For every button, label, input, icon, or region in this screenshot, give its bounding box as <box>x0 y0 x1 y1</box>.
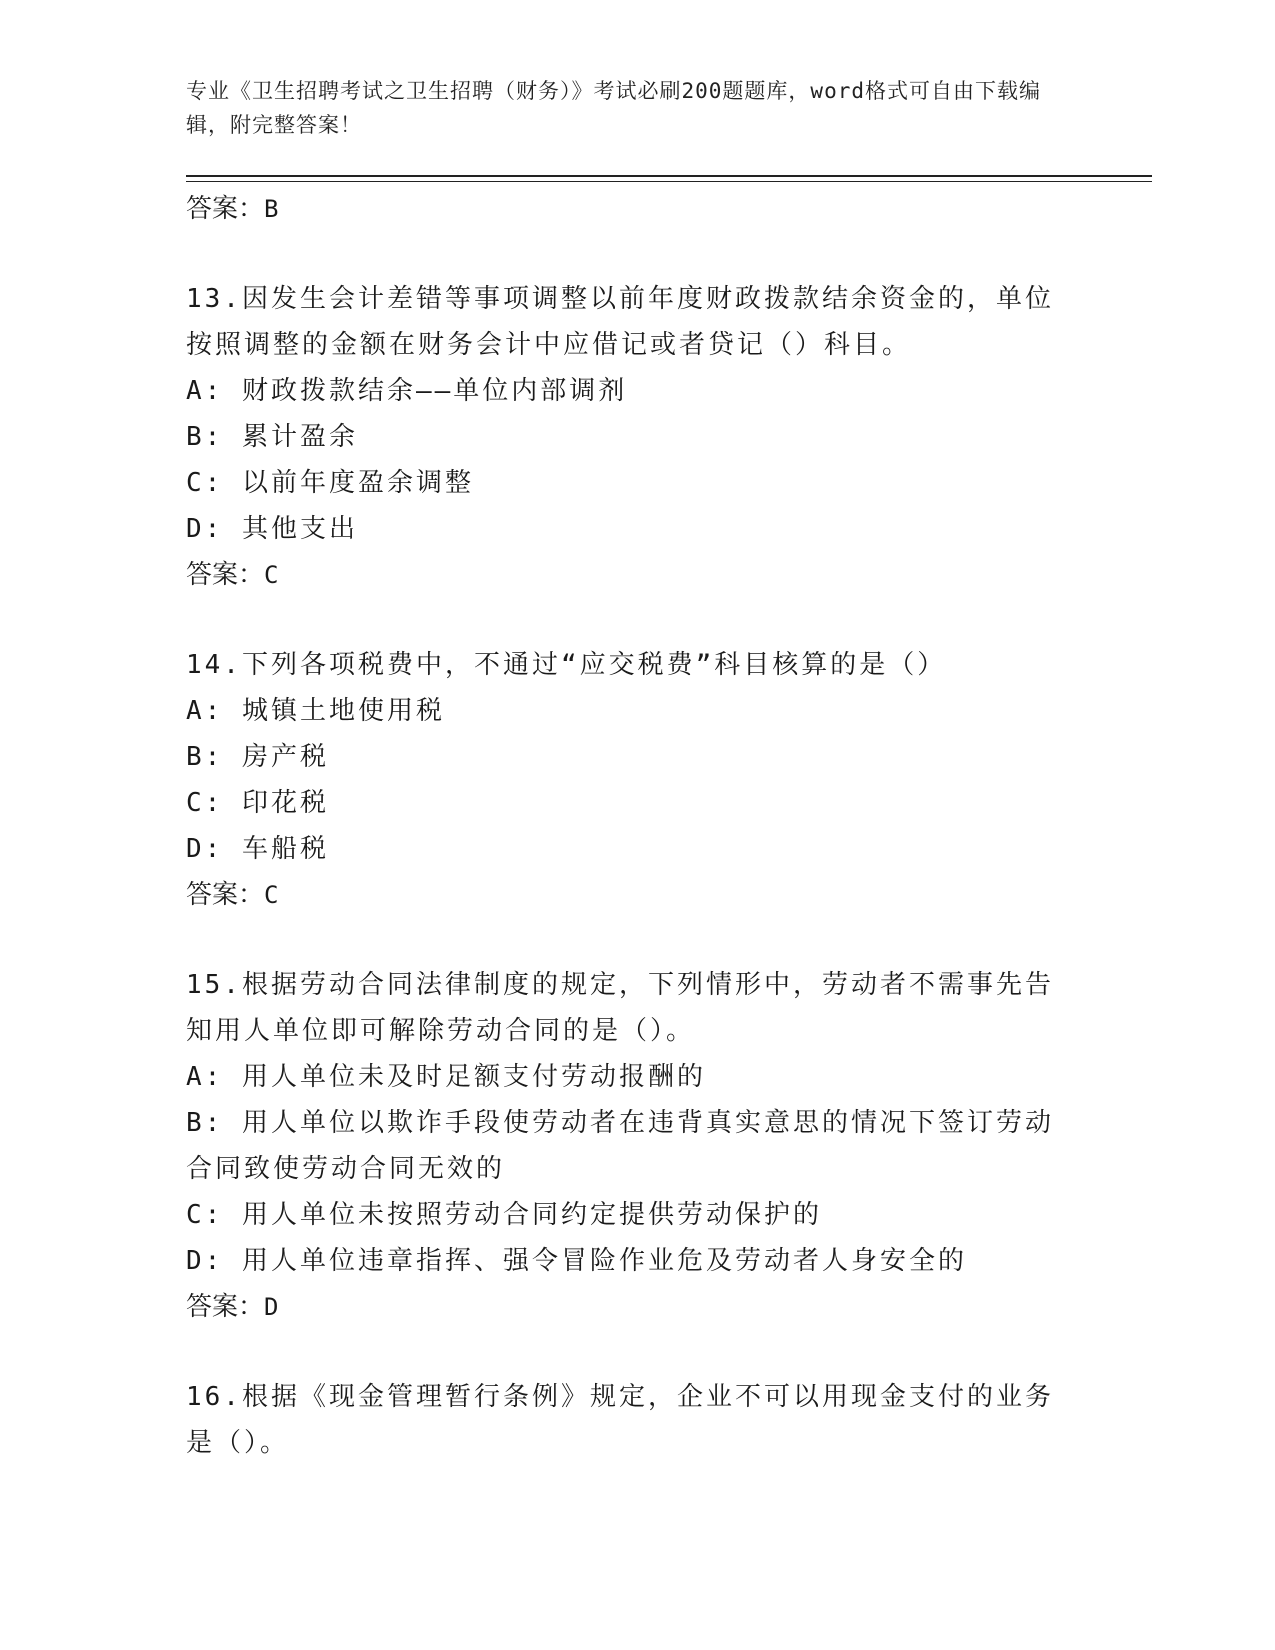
header-divider-thin <box>186 181 1152 182</box>
answer-value: D <box>264 1293 279 1321</box>
option-d: D: 其他支出 <box>186 514 358 544</box>
option-a: A: 财政拨款结余——单位内部调剂 <box>186 376 628 406</box>
question-14 <box>186 642 1086 918</box>
question-text: 14.下列各项税费中，不通过“应交税费”科目核算的是（） <box>186 650 947 680</box>
answer-label: 答案： <box>186 560 265 590</box>
option-c: C: 印花税 <box>186 788 329 818</box>
answer-line <box>186 1284 1086 1330</box>
option-b: B: 累计盈余 <box>186 422 358 452</box>
header-divider-thick <box>186 175 1152 177</box>
question-13 <box>186 276 1086 598</box>
option-d: D: 车船税 <box>186 834 329 864</box>
option-b: B: 房产税 <box>186 742 329 772</box>
option-d: D: 用人单位违章指挥、强令冒险作业危及劳动者人身安全的 <box>186 1246 967 1276</box>
question-15 <box>186 962 1086 1330</box>
answer-line <box>186 552 1086 598</box>
answer-label: 答案： <box>186 1292 265 1322</box>
answer-value: C <box>264 561 279 589</box>
question-16 <box>186 1374 1086 1466</box>
question-text: 15.根据劳动合同法律制度的规定，下列情形中，劳动者不需事先告知用人单位即可解除劳动合同的是（）。 <box>186 970 1054 1046</box>
question-text: 16.根据《现金管理暂行条例》规定，企业不可以用现金支付的业务是（）。 <box>186 1382 1054 1458</box>
question-text: 13.因发生会计差错等事项调整以前年度财政拨款结余资金的，单位按照调整的金额在财务会计中应借记或者贷记（）科目。 <box>186 284 1054 360</box>
answer-line <box>186 186 1086 232</box>
answer-line <box>186 872 1086 918</box>
option-a: A: 城镇土地使用税 <box>186 696 445 726</box>
answer-value: C <box>264 881 279 909</box>
option-b: B: 用人单位以欺诈手段使劳动者在违背真实意思的情况下签订劳动合同致使劳动合同无效的 <box>186 1108 1054 1184</box>
answer-label: 答案： <box>186 880 265 910</box>
option-c: C: 用人单位未按照劳动合同约定提供劳动保护的 <box>186 1200 822 1230</box>
option-a: A: 用人单位未及时足额支付劳动报酬的 <box>186 1062 706 1092</box>
answer-label: 答案： <box>186 194 265 224</box>
page-header: 专业《卫生招聘考试之卫生招聘（财务）》考试必刷200题题库，word格式可自由下载编辑，附完整答案！ <box>186 79 1041 137</box>
answer-value: B <box>264 195 279 223</box>
option-c: C: 以前年度盈余调整 <box>186 468 474 498</box>
question-list <box>186 186 1086 1466</box>
